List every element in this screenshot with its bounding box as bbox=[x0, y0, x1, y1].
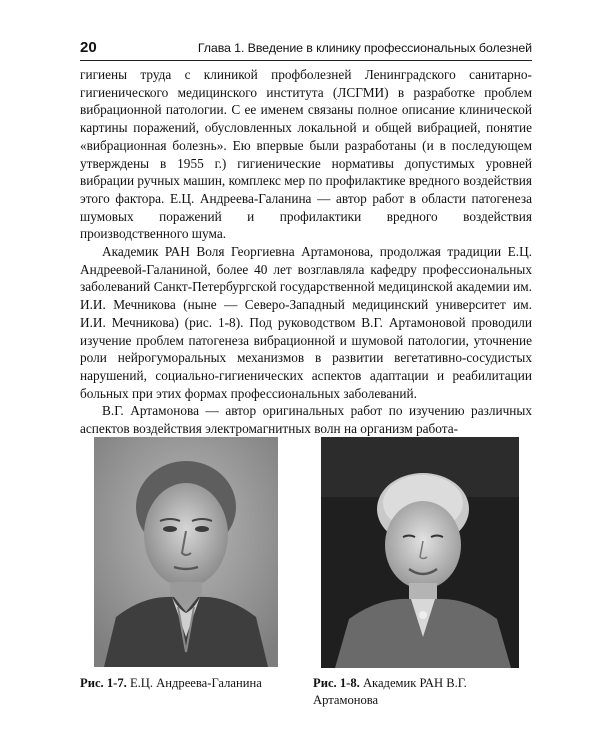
page-number: 20 bbox=[80, 39, 97, 56]
running-title: Глава 1. Введение в клинику профессиональных болезней bbox=[197, 41, 532, 55]
paragraph-1: гигиены труда с клиникой профболезней Ленинградского санитарно-гигиенического медицинского института (ЛСГМИ) в разработке проблем вибрационной патологии. С ее именем связаны полное описание клинической картины поражений, обусловленных локальной и общей вибрацией, понятие «вибрационная болезнь». Ею впервые были разработаны (и в последующем утверждены в 1955 г.) гигиенические нормативы допустимых уровней вибрации ручных машин, комплекс мер по профилактике вредного воздействия этого фактора. Е.Ц. Андреева-Галанина — автор работ в области патогенеза шумовых поражений и профилактики вредного воздействия производственного шума. bbox=[80, 67, 532, 242]
portrait-photo-artamonova bbox=[321, 437, 519, 668]
figure-label: Рис. 1-7. bbox=[80, 676, 127, 690]
body-text bbox=[80, 66, 532, 438]
figure-caption-text: Е.Ц. Андреева-Галанина bbox=[129, 676, 262, 690]
portrait-photo-andreeva-galanina bbox=[94, 437, 278, 667]
page-header bbox=[80, 38, 532, 61]
figure-caption-1-7 bbox=[80, 675, 295, 692]
paragraph-3: В.Г. Артамонова — автор оригинальных работ по изучению различных аспектов воздействия электромагнитных волн на организм работа- bbox=[80, 403, 532, 437]
figure-caption-1-8 bbox=[313, 675, 533, 709]
figure-label: Рис. 1-8. bbox=[313, 676, 360, 690]
figure-caption-text: Академик РАН В.Г. Артамонова bbox=[313, 676, 467, 707]
paragraph-2: Академик РАН Воля Георгиевна Артамонова, продолжая традиции Е.Ц. Андреевой-Галаниной, более 40 лет возглавляла кафедру профессиональных заболеваний Санкт-Петербургской государственной медицинской академии им. И.И. Мечникова (ныне — Северо-Западный медицинский университет им. И.И. Мечникова) (рис. 1-8). Под руководством В.Г. Артамоновой проводили изучение проблем патогенеза вибрационной и шумовой патологии, уточнение роли нейрогуморальных механизмов в развитии вегетативно-сосудистых нарушений, социально-гигиенических аспектов адаптации и реабилитации больных при этих формах профессиональных заболеваний. bbox=[80, 244, 532, 401]
